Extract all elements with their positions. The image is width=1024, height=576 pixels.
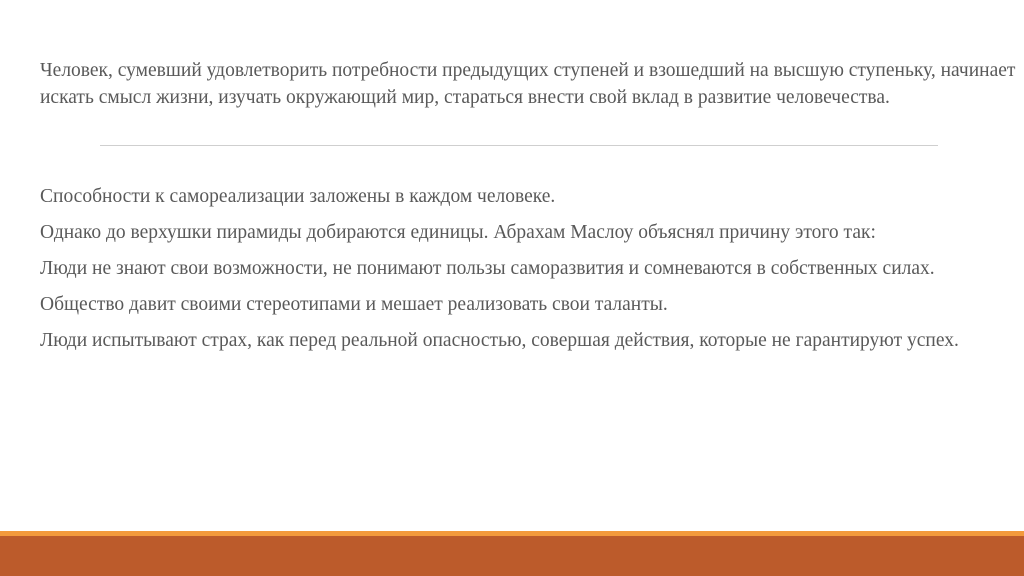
- paragraph-reason-society: Общество давит своими стереотипами и мешает реализовать свои таланты.: [40, 294, 668, 315]
- paragraph-reason-potential: Люди не знают свои возможности, не понимают пользы саморазвития и сомневаются в собственных силах.: [40, 258, 935, 279]
- body-paragraphs: [40, 183, 1000, 363]
- paragraph-pyramid-top: Однако до верхушки пирамиды добираются единицы. Абрахам Маслоу объяснял причину этого так:: [40, 222, 876, 243]
- footer-bar: [0, 536, 1024, 576]
- paragraph-reason-fear: Люди испытывают страх, как перед реальной опасностью, совершая действия, которые не гарантируют успех.: [40, 330, 959, 351]
- intro-paragraph: Человек, сумевший удовлетворить потребности предыдущих ступеней и взошедший на высшую ступеньку, начинает искать смысл жизни, изучать окружающий мир, стараться внести свой вклад в развитие человечества.: [40, 60, 1016, 108]
- paragraph-self-actualization: Способности к самореализации заложены в каждом человеке.: [40, 186, 556, 207]
- divider-line: [100, 145, 938, 146]
